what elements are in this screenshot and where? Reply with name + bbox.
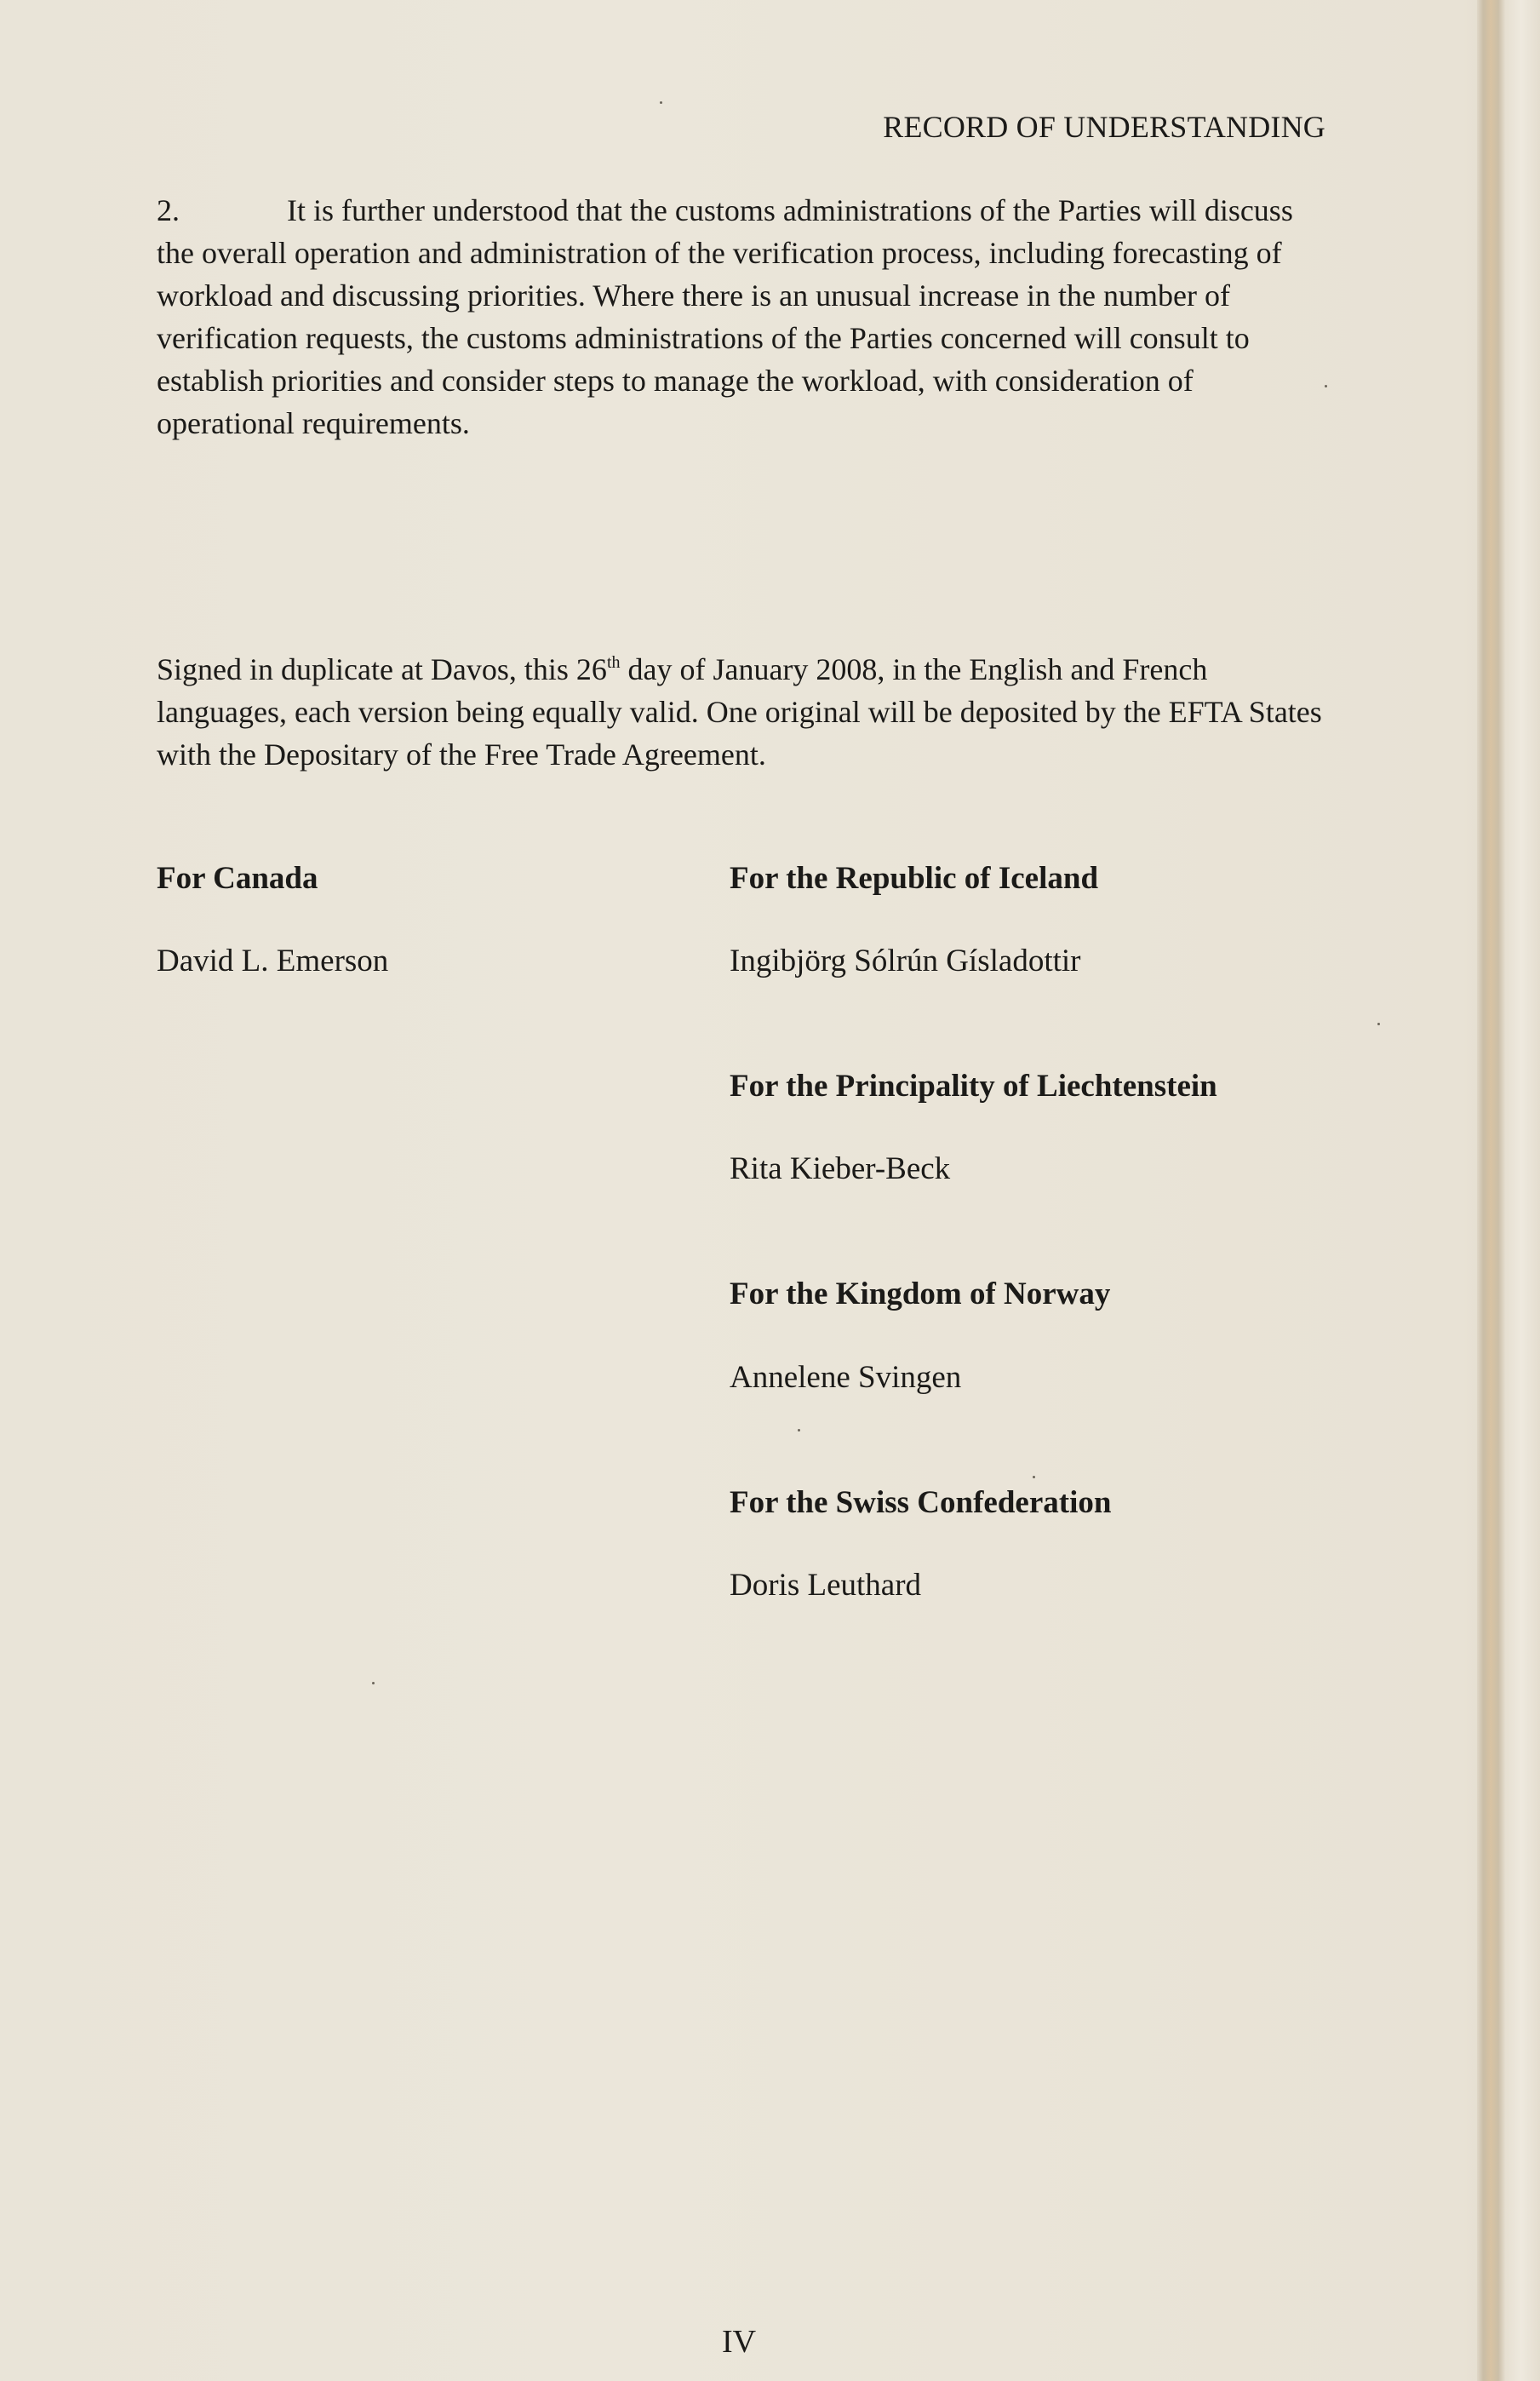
signatory-label-norway: For the Kingdom of Norway <box>730 1277 1111 1311</box>
paper-speck <box>1325 385 1327 387</box>
signatory-label-switzerland: For the Swiss Confederation <box>730 1485 1112 1520</box>
binding-edge <box>1477 0 1540 2381</box>
signing-text-start: Signed in duplicate at Davos, this 26 <box>157 652 607 686</box>
signatory-name-canada: David L. Emerson <box>157 944 389 978</box>
paper-speck <box>660 101 662 104</box>
signatory-label-liechtenstein: For the Principality of Liechtenstein <box>730 1069 1217 1104</box>
paper-speck <box>1377 1023 1380 1025</box>
signing-statement <box>157 648 1330 776</box>
signatory-name-iceland: Ingibjörg Sólrún Gísladottir <box>730 944 1081 978</box>
signatory-name-switzerland: Doris Leuthard <box>730 1568 922 1603</box>
signatory-label-iceland: For the Republic of Iceland <box>730 861 1099 896</box>
signatory-label-canada: For Canada <box>157 861 318 896</box>
page-number: IV <box>722 2324 757 2360</box>
paragraph-2-text: It is further understood that the customs administrations of the Parties will discuss the overall operation and administration of the verification process, including forecasting of workload and discussing priorities. Where there is an unusual increase in the number of verification requests, the customs administrations of the Parties concerned will consult to establish priorities and consider steps to manage the workload, with consideration of operational requirements. <box>157 193 1293 440</box>
paper-speck <box>798 1429 800 1431</box>
signatory-name-liechtenstein: Rita Kieber-Beck <box>730 1151 951 1186</box>
day-ordinal-suffix: th <box>606 653 621 672</box>
running-header: RECORD OF UNDERSTANDING <box>883 110 1325 144</box>
signing-text-end: day of January 2008, in the English and French languages, each version being equally valid. One original will be deposited by the EFTA States with the Depositary of the Free Trade Agreement. <box>157 652 1322 772</box>
signatory-name-norway: Annelene Svingen <box>730 1360 962 1395</box>
paper-speck <box>372 1682 375 1684</box>
paragraph-number: 2. <box>157 193 180 227</box>
paragraph-2 <box>157 189 1330 445</box>
paper-speck <box>1033 1476 1035 1478</box>
